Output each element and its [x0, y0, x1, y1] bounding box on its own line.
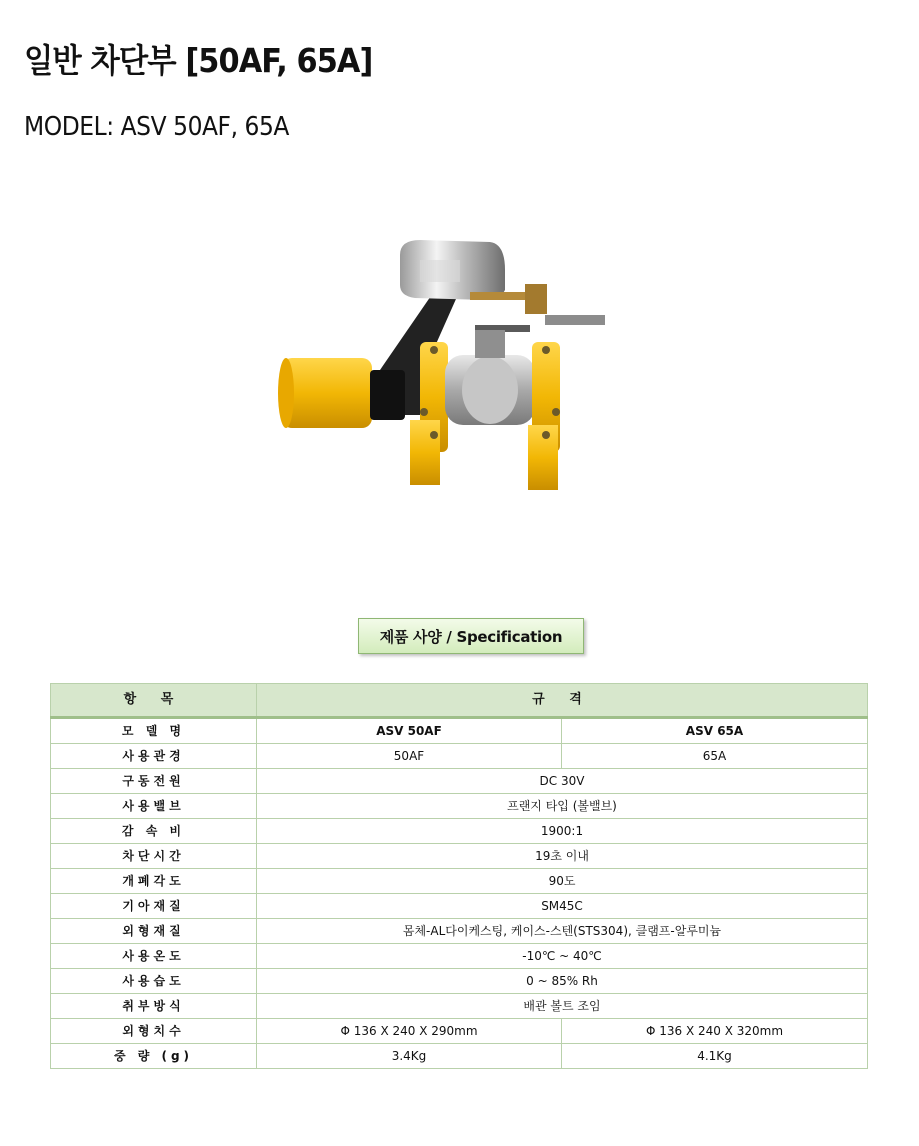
table-row [51, 844, 868, 869]
row-label: 사용관경 [51, 744, 257, 769]
table-row [51, 718, 868, 744]
row-label: 차단시간 [51, 844, 257, 869]
row-value: ASV 65A [562, 718, 868, 744]
row-label: 사용습도 [51, 969, 257, 994]
row-label: 구동전원 [51, 769, 257, 794]
row-value: 50AF [257, 744, 562, 769]
row-label: 외형치수 [51, 1019, 257, 1044]
row-label: 외형재질 [51, 919, 257, 944]
row-label: 사용온도 [51, 944, 257, 969]
model-heading: MODEL: ASV 50AF, 65A [24, 112, 289, 142]
row-label: 개폐각도 [51, 869, 257, 894]
row-value: DC 30V [257, 769, 868, 794]
table-row [51, 919, 868, 944]
table-row [51, 994, 868, 1019]
row-value: 90도 [257, 869, 868, 894]
row-value: 몸체-AL다이케스팅, 케이스-스텐(STS304), 클램프-알루미늄 [257, 919, 868, 944]
row-value: 4.1Kg [562, 1044, 868, 1069]
table-row [51, 819, 868, 844]
specification-table [50, 683, 868, 1069]
row-value: 1900:1 [257, 819, 868, 844]
specification-badge: 제품 사양 / Specification [358, 618, 584, 654]
row-label: 기아재질 [51, 894, 257, 919]
row-value: 배관 볼트 조임 [257, 994, 868, 1019]
row-label: 사용밸브 [51, 794, 257, 819]
row-label: 중 량 (g) [51, 1044, 257, 1069]
row-value: SM45C [257, 894, 868, 919]
header-item: 항 목 [51, 684, 257, 718]
table-row [51, 894, 868, 919]
page-title: 일반 차단부 [50AF, 65A] [24, 41, 373, 80]
table-row [51, 944, 868, 969]
row-value: Φ 136 X 240 X 290mm [257, 1019, 562, 1044]
row-value: -10℃ ~ 40℃ [257, 944, 868, 969]
table-row [51, 769, 868, 794]
row-value: 65A [562, 744, 868, 769]
row-value: Φ 136 X 240 X 320mm [562, 1019, 868, 1044]
row-label: 모 델 명 [51, 718, 257, 744]
table-row [51, 869, 868, 894]
table-row [51, 744, 868, 769]
product-image [270, 230, 620, 500]
row-value: 19초 이내 [257, 844, 868, 869]
table-row [51, 1019, 868, 1044]
row-value: 프랜지 타입 (볼밸브) [257, 794, 868, 819]
row-label: 감 속 비 [51, 819, 257, 844]
row-value: 0 ~ 85% Rh [257, 969, 868, 994]
table-row [51, 794, 868, 819]
table-header-row [51, 684, 868, 718]
table-row [51, 1044, 868, 1069]
header-spec: 규 격 [257, 684, 868, 718]
row-value: ASV 50AF [257, 718, 562, 744]
row-label: 취부방식 [51, 994, 257, 1019]
table-row [51, 969, 868, 994]
row-value: 3.4Kg [257, 1044, 562, 1069]
